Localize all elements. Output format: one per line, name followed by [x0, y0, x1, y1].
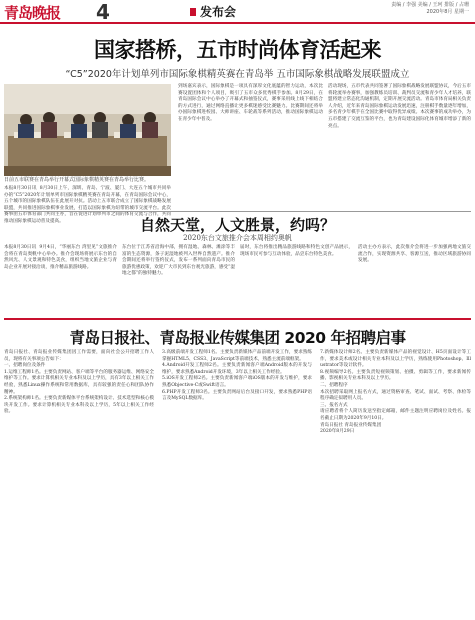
second-subheadline: 2020东台文旅推介会本周相约奥帆: [183, 234, 292, 242]
header-meta: [319, 2, 469, 16]
recruit-column-3: 7.新媒体设计师2名。主要负责新媒体产品的视觉设计、H5页面设计等工作，要求美术或设计相关专业本科及以上学历，熟练使用Photoshop、Illustrator等设计软件。 8.视频编导2名。主要负责短视频策划、拍摄、剪辑等工作，要求新闻传播、影视相关专业本科及以上学历。 二、招聘程序 本次招聘采取网上报名方式，通过资格审查、笔试、面试、考察、体检等程序确定拟聘用人员。 三、报名方式 请应聘者将个人简历发送至指定邮箱，邮件主题注明应聘岗位及姓名。报名截止日期为2020年9月10日。 青岛日报社 青岛报业传媒集团 2020年8月29日: [320, 350, 471, 435]
masthead: [0, 0, 475, 24]
header-date: 2020年8月 星期一: [426, 9, 469, 15]
recruit-column-2: 3.高级前端开发工程师1名。主要负责新媒体产品前端开发工作，要求熟练掌握HTML5、CSS3、JavaScript等前端技术，熟悉主流前端框架。 4.Android开发工程师2名。主要负责新闻客户端Android版本的开发与维护，要求熟悉Android开发环境，3年以上相关工作经验。 5.iOS开发工程师2名。主要负责新闻客户端iOS版本的开发与维护，要求熟悉Objective-C或Swift语言。 6.PHP开发工程师3名。主要负责网站后台及接口开发，要求熟悉PHP语言及MySQL数据库。: [162, 350, 312, 402]
second-column-1: 本报8月30日讯 9月4日，“华丽东台 湾里见”文旅推介会将在青岛奥帆中心举办。推介会现场将展示东台的自然风光、人文景观和特色美食，组织当地文旅企业与青岛企业开展对接洽谈，推介精品旅游线路。: [4, 245, 117, 270]
lead-column-3: 活动现场，五市代表共同签署了国际象棋战略发展联盟协议，今后五市将轮流举办赛事，加强教练员培训、裁判员交流和青少年人才培养，联盟将建立常态化沟通机制，定期开展交流活动。青岛市体育局相关负责人介绍，近年来青岛国际象棋运动发展迅速，注册棋手数量逐年增加，多名青少年棋手在全国比赛中取得优异成绩。本次赛事的成功举办，为五市搭建了交流互鉴的平台，也为青岛建设国际化体育城市增添了新的亮点。: [328, 84, 471, 129]
divider: [4, 211, 471, 212]
second-column-3: 届时，东台将推出精品旅游线路和特色文创产品展示，现场市民可参与互动体验，品尝东台特色美食。: [240, 245, 353, 257]
lead-column-2: 到场嘉宾表示，国际象棋是一项具有深厚文化底蕴的智力运动，本次比赛设置团体和个人项目，吸引了五市众多优秀棋手参加。8月29日，在青岛国际会议中心举办了开幕式和抽签仪式，赛事采用线上线下相结合的方式进行，通过网络直播让更多棋迷感受比赛魅力。比赛期间还将举办国际象棋进校园、大师讲座、车轮战等系列活动，推动国际象棋运动在青少年中普及。: [178, 84, 323, 122]
recruit-column-1: 青岛日报社、青岛报业传媒集团因工作需要，面向社会公开招聘工作人员，现将有关事项公告如下： 一、招聘岗位及条件 1.运维工程师1名。主要负责网站、客户端等平台的服务器运维、网络安全维护等工作。要求计算机相关专业本科及以上学历，具有3年以上相关工作经验，熟悉Linux操作系统和常用数据库，具有较强的责任心和团队协作精神。 2.系统架构师1名。主要负责新媒体平台系统架构设计、技术选型和核心模块开发工作。要求计算机相关专业本科及以上学历，5年以上相关工作经验。: [4, 350, 154, 415]
recruit-headline: 青岛日报社、青岛报业传媒集团 2020 年招聘启事: [69, 329, 406, 347]
section-divider: [4, 318, 471, 320]
section-name: 发布会: [200, 5, 237, 19]
lead-column-1: 本报8月30日讯 8月30日上午，深圳、青岛、宁波、厦门、大连五个城市共同举办的“C5”2020年计划单列市国际象棋精英赛在青岛开幕，在青岛国际会议中心，五个城市的国际象棋队伍在此展开对抗。活动上五市联合成立了国际象棋战略发展联盟，共同推进国际象棋事业发展，打造以国际象棋为纽带的城市交流平台。此次赛事由五市体育部门共同主办，旨在促进计划单列市之间的体育交流与合作，共同推动国际象棋运动普及提高。: [4, 186, 171, 224]
second-headline: 自然天堂，人文胜景，约吗？: [139, 216, 335, 234]
second-column-2: 东台位于江苏省沿海中部，拥有湿地、森林、滩涂等丰富的生态资源，条子泥湿地被列入世界自然遗产。推介会期间还将举行签约仪式，发布一系列面向青岛市民的旅游优惠政策，欢迎广大市民到东台观光旅游，感受“湿地之都”的独特魅力。: [122, 245, 235, 277]
newspaper-logo: 青岛晚报: [4, 4, 61, 22]
lead-headline: 国家搭桥，五市时尚体育活起来: [94, 38, 381, 62]
photo-caption: 日前五市联赛在青岛举行开幕式国际象棋精英赛在青岛举行比赛。: [4, 177, 150, 183]
lead-subheadline: “C5”2020年计划单列市国际象棋精英赛在青岛举 五市国际象棋战略发展联盟成立: [65, 69, 410, 80]
chess-event-photo: [4, 84, 171, 176]
second-column-4: 活动主办方表示，此次推介会将进一步加强两地文旅交流合作，实现资源共享、客源互送，推动区域旅游协同发展。: [358, 245, 471, 264]
section-marker: [190, 8, 196, 16]
header-editors: 责编 / 李强 美编 / 王珂 排版 / 占珊: [391, 2, 469, 8]
page-number: 4: [96, 0, 110, 24]
